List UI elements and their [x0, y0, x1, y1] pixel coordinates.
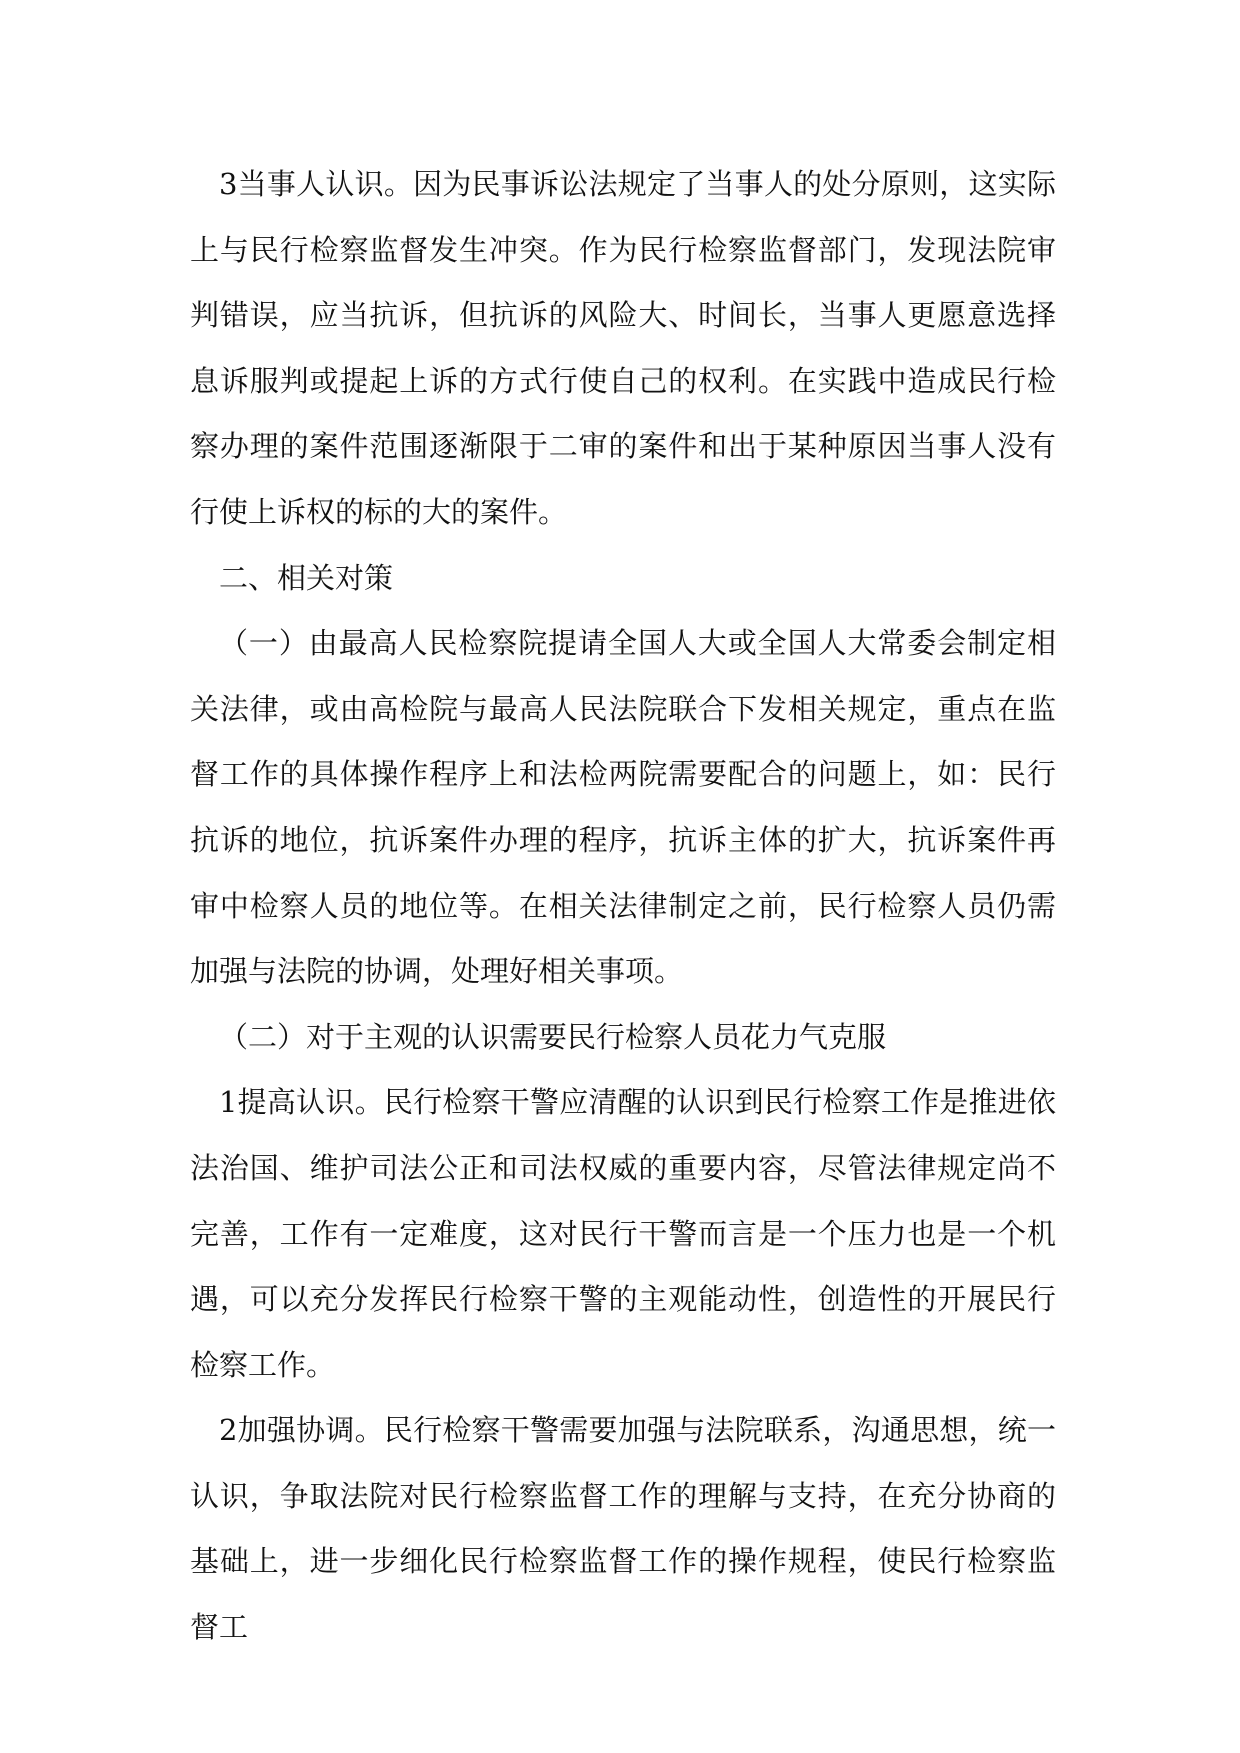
paragraph-party-awareness: 3当事人认识。因为民事诉讼法规定了当事人的处分原则，这实际上与民行检察监督发生冲突。作为民行检察监督部门，发现法院审判错误，应当抗诉，但抗诉的风险大、时间长，当事人更愿意选择息诉服判或提起上诉的方式行使自己的权利。在实践中造成民行检察办理的案件范围逐渐限于二审的案件和出于某种原因当事人没有行使上诉权的标的大的案件。 — [190, 167, 1056, 529]
document-body — [190, 152, 1056, 1661]
paragraph-legislation: （一）由最高人民检察院提请全国人大或全国人大常委会制定相关法律，或由高检院与最高人民法院联合下发相关规定，重点在监督工作的具体操作程序上和法检两院需要配合的问题上，如：民行抗诉的地位，抗诉案件办理的程序，抗诉主体的扩大，抗诉案件再审中检察人员的地位等。在相关法律制定之前，民行检察人员仍需加强与法院的协调，处理好相关事项。 — [190, 626, 1056, 989]
section-heading-countermeasures: 二、相关对策 — [219, 560, 394, 595]
paragraph-raise-awareness: 1提高认识。民行检察干警应清醒的认识到民行检察工作是推进依法治国、维护司法公正和司法权威的重要内容，尽管法律规定尚不完善，工作有一定难度，这对民行干警而言是一个压力也是一个机遇，可以充分发挥民行检察干警的主观能动性，创造性的开展民行检察工作。 — [190, 1085, 1056, 1382]
paragraph-strengthen-coordination: 2加强协调。民行检察干警需要加强与法院联系，沟通思想，统一认识，争取法院对民行检察监督工作的理解与支持，在充分协商的基础上，进一步细化民行检察监督工作的操作规程，使民行检察监督工 — [190, 1413, 1056, 1645]
paragraph-subjective-awareness: （二）对于主观的认识需要民行检察人员花力气克服 — [219, 1019, 887, 1054]
